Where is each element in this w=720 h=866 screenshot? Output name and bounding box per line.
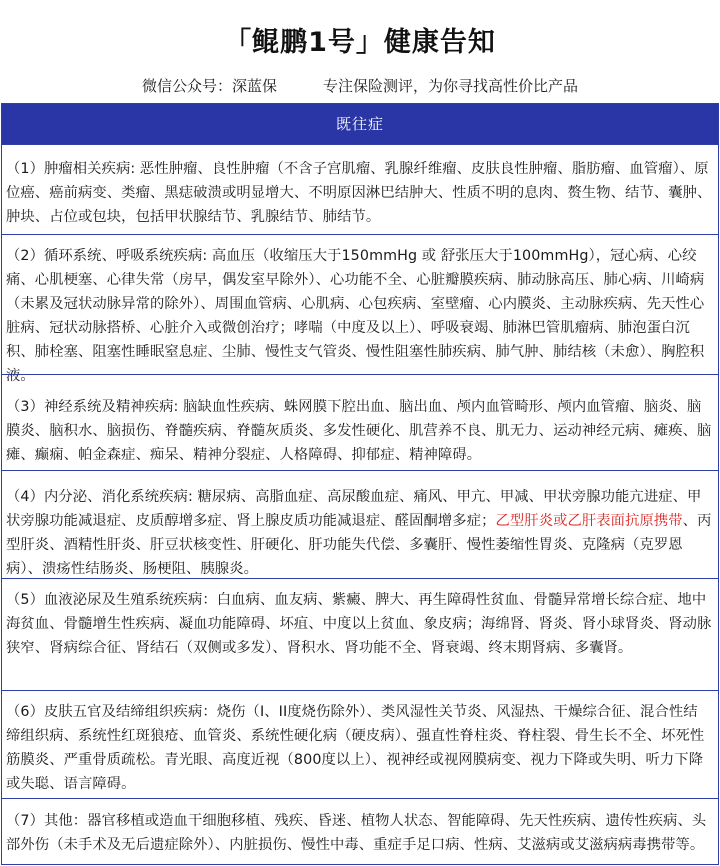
slogan: 专注保险测评，为你寻找高性价比产品: [323, 77, 579, 95]
health-declaration-table: [1, 103, 719, 865]
section-4-text: [6, 471, 712, 581]
page-header: [0, 0, 720, 103]
section-2-text: （2）循环系统、呼吸系统疾病: 高血压（收缩压大于150mmHg 或 舒张压大于100mmHg），冠心病、心绞痛、心肌梗塞、心律失常（房早，偶发室早除外）、心功能不全、心脏瓣膜疾病、肺动脉高压、肺心病、川崎病（未累及冠状动脉异常的除外）、周围血管病、心肌病、心包疾病、室壁瘤、心内膜炎、主动脉疾病、先天性心脏病、冠状动脉搭桥、心脏介入或微创治疗；哮喘（中度及以上）、呼吸衰竭、肺淋巴管肌瘤病、肺泡蛋白沉积、肺栓塞、阻塞性睡眠窒息症、尘肺、慢性支气管炎、慢性阻塞性肺疾病、肺气肿、肺结核（未愈）、胸腔积液。: [6, 248, 705, 384]
section-3-text: （3）神经系统及精神疾病: 脑缺血性疾病、蛛网膜下腔出血、脑出血、颅内血管畸形、颅内血管瘤、脑炎、脑膜炎、脑积水、脑损伤、脊髓疾病、脊髓灰质炎、多发性硬化、肌营养不良、肌无力、运动神经元病、瘫痪、脑瘫、癫痫、帕金森症、痴呆、精神分裂症、人格障碍、抑郁症、精神障碍。: [6, 399, 712, 463]
page-subtitle: [0, 75, 720, 96]
section-1-text: （1）肿瘤相关疾病: 恶性肿瘤、良性肿瘤（不含子宫肌瘤、乳腺纤维瘤、皮肤良性肿瘤、脂肪瘤、血管瘤）、原位癌、癌前病变、类瘤、黑痣破溃或明显增大、不明原因淋巴结肿大、性质不明的息肉、赘生物、结节、囊肿、肿块、占位或包块，包括甲状腺结节、乳腺结节、肺结节。: [6, 161, 712, 225]
section-7-text: （7）其他：器官移植或造血干细胞移植、残疾、昏迷、植物人状态、智能障碍、先天性疾病、遗传性疾病、头部外伤（未手术及无后遗症除外）、内脏损伤、慢性中毒、重症手足口病、性病、艾滋病或艾滋病病毒携带等。: [6, 813, 707, 853]
wechat-account: 微信公众号：深蓝保: [141, 77, 277, 95]
section-6-text: （6）皮肤五官及结缔组织疾病：烧伤（I、II度烧伤除外）、类风湿性关节炎、风湿热、干燥综合征、混合性结缔组织病、系统性红斑狼疮、血管炎、系统性硬化病（硬皮病）、强直性脊柱炎、脊柱裂、骨生长不全、坏死性筋膜炎、严重骨质疏松。青光眼、高度近视（800度以上）、视神经或视网膜病变、视力下降或失明、听力下降或失聪、语言障碍。: [6, 704, 705, 792]
section-5: [2, 578, 718, 690]
section-6: [2, 690, 718, 798]
section-5-text: （5）血液泌尿及生殖系统疾病：白血病、血友病、紫癜、脾大、再生障碍性贫血、骨髓异常增长综合症、地中海贫血、骨髓增生性疾病、凝血功能障碍、坏疽、中度以上贫血、象皮病；海绵肾、肾炎、肾小球肾炎、肾动脉狭窄、肾病综合征、肾结石（双侧或多发）、肾积水、肾功能不全、肾衰竭、终末期肾病、多囊肾。: [6, 592, 712, 656]
section-3: [2, 374, 718, 470]
section-4-text-start: （4）内分泌、消化系统疾病: 糖尿病、高脂血症、高尿酸血症、痛风、甲亢、甲减、甲状旁腺功能亢进症、甲状旁腺功能减退症、皮质醇增多症、肾上腺皮质功能减退症、醛固酮增多症；: [6, 489, 702, 529]
section-4-text-end: 、丙型肝炎、酒精性肝炎、肝豆状核变性、肝硬化、肝功能失代偿、多囊肝、慢性萎缩性胃炎、克隆病（克罗恩病）、溃疡性结肠炎、肠梗阻、胰腺炎。: [6, 513, 712, 577]
hepatitis-b-highlight: 乙型肝炎或乙肝表面抗原携带: [495, 513, 683, 529]
section-4: [2, 470, 718, 578]
section-1: [2, 144, 718, 234]
section-7: [2, 798, 718, 864]
section-header-bar: 既往症: [2, 104, 718, 144]
page-title: 「鲲鹏1号」健康告知: [224, 27, 496, 58]
section-2: [2, 234, 718, 384]
